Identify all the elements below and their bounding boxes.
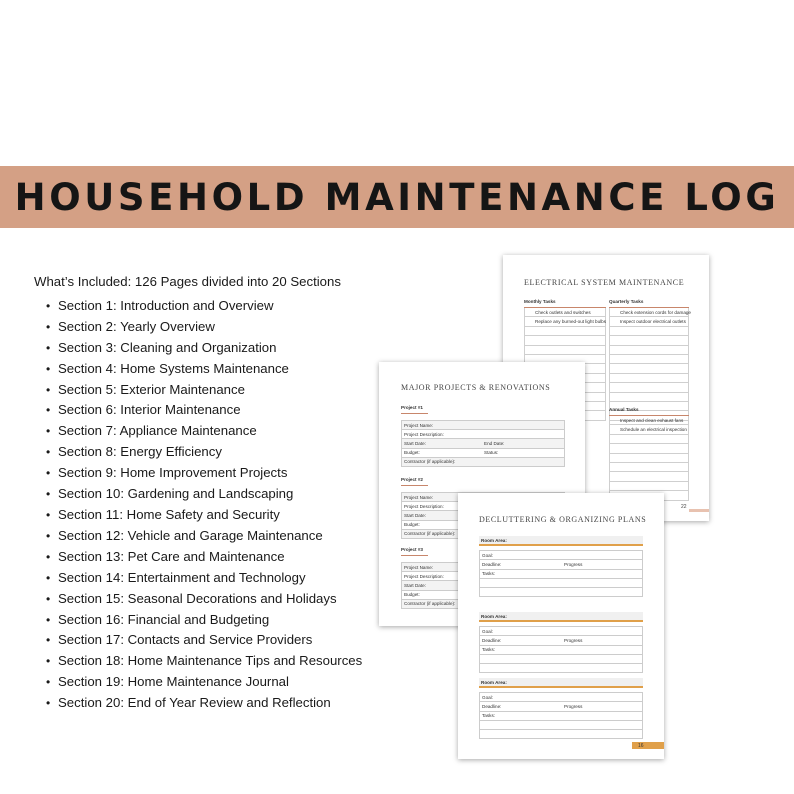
field-label: End Date: [484, 440, 505, 446]
electrical-page-title: ELECTRICAL SYSTEM MAINTENANCE [524, 278, 685, 287]
field-label: Start Date: [404, 582, 426, 588]
section-item: • Section 4: Home Systems Maintenance [46, 359, 394, 380]
section-item: • Section 8: Energy Efficiency [46, 442, 394, 463]
section-item: • Section 5: Exterior Maintenance [46, 380, 394, 401]
field-label: Project Name: [404, 564, 434, 570]
field-label: Contractor (if applicable): [404, 601, 456, 607]
field-label: Project Name: [404, 494, 434, 500]
field-label: Project Description: [404, 431, 444, 437]
section-item: • Section 14: Entertainment and Technology [46, 568, 394, 589]
section-item: • Section 20: End of Year Review and Reflection [46, 693, 394, 714]
project-label: Project #2 [401, 477, 423, 482]
field-label: Goal: [482, 552, 493, 558]
field-label: Progress [564, 637, 583, 643]
field-label: Deadline: [482, 703, 502, 709]
field-label: Project Name: [404, 422, 434, 428]
field-label: Status: [484, 450, 499, 456]
page-number: 22 [681, 504, 687, 510]
section-item: • Section 15: Seasonal Decorations and Holidays [46, 589, 394, 610]
section-item: • Section 10: Gardening and Landscaping [46, 484, 394, 505]
field-label: Budget: [404, 450, 420, 456]
project-heading [401, 405, 423, 410]
project-table [401, 420, 565, 467]
section-item: • Section 11: Home Safety and Security [46, 505, 394, 526]
field-label: Contractor (if applicable): [404, 459, 456, 465]
decluttering-page-preview [458, 493, 664, 759]
field-label: Budget: [404, 592, 420, 598]
section-item: • Section 19: Home Maintenance Journal [46, 672, 394, 693]
project-label: Project #3 [401, 547, 423, 552]
section-list [34, 296, 394, 714]
field-label: Tasks: [482, 571, 496, 577]
room-area-label: Room Area: [481, 537, 507, 543]
projects-page-title: MAJOR PROJECTS & RENOVATIONS [401, 383, 551, 392]
task-item: Check outlets and switches [535, 309, 591, 315]
section-item: • Section 7: Appliance Maintenance [46, 421, 394, 442]
page-number-tab [632, 742, 664, 749]
section-item: • Section 6: Interior Maintenance [46, 400, 394, 421]
room-area-label: Room Area: [481, 613, 507, 619]
section-item: • Section 1: Introduction and Overview [46, 296, 394, 317]
annual-tasks-column [609, 407, 689, 507]
project-heading [401, 547, 423, 552]
page-number: 16 [638, 742, 644, 749]
field-label: Deadline: [482, 637, 502, 643]
decluttering-page-title: DECLUTTERING & ORGANIZING PLANS [479, 515, 647, 524]
page-number-tab [689, 509, 709, 512]
task-item: Inspect and clean exhaust fans [620, 417, 684, 423]
contents-list [34, 272, 394, 714]
field-label: Goal: [482, 694, 493, 700]
task-item: Schedule an electrical inspection [620, 426, 687, 432]
field-label: Contractor (if applicable): [404, 531, 456, 537]
field-label: Tasks: [482, 647, 496, 653]
field-label: Start Date: [404, 440, 426, 446]
task-item: Replace any burned-out light bulbs [535, 318, 606, 324]
section-item: • Section 18: Home Maintenance Tips and Resources [46, 651, 394, 672]
section-item: • Section 12: Vehicle and Garage Maintenance [46, 526, 394, 547]
section-item: • Section 3: Cleaning and Organization [46, 338, 394, 359]
field-label: Start Date: [404, 512, 426, 518]
contents-intro: What’s Included: 126 Pages divided into 20 Sections [34, 274, 341, 289]
field-label: Progress [564, 703, 583, 709]
field-label: Project Description: [404, 503, 444, 509]
section-item: • Section 17: Contacts and Service Providers [46, 630, 394, 651]
annual-tasks-header: Annual Tasks [609, 407, 639, 412]
field-label: Project Description: [404, 573, 444, 579]
page-title: HOUSEHOLD MAINTENANCE LOG [14, 175, 780, 219]
project-label: Project #1 [401, 405, 423, 410]
field-label: Progress [564, 561, 583, 567]
section-item: • Section 13: Pet Care and Maintenance [46, 547, 394, 568]
room-area-label: Room Area: [481, 679, 507, 685]
section-item: • Section 9: Home Improvement Projects [46, 463, 394, 484]
task-item: Check extension cords for damage [620, 309, 691, 315]
monthly-tasks-header: Monthly Tasks [524, 299, 556, 304]
quarterly-tasks-column [609, 299, 689, 419]
section-item: • Section 2: Yearly Overview [46, 317, 394, 338]
title-banner [0, 166, 794, 228]
quarterly-tasks-header: Quarterly Tasks [609, 299, 644, 304]
project-heading [401, 477, 423, 482]
field-label: Budget: [404, 522, 420, 528]
section-item: • Section 16: Financial and Budgeting [46, 610, 394, 631]
field-label: Goal: [482, 628, 493, 634]
field-label: Tasks: [482, 713, 496, 719]
field-label: Deadline: [482, 561, 502, 567]
task-item: Inspect outdoor electrical outlets [620, 318, 686, 324]
